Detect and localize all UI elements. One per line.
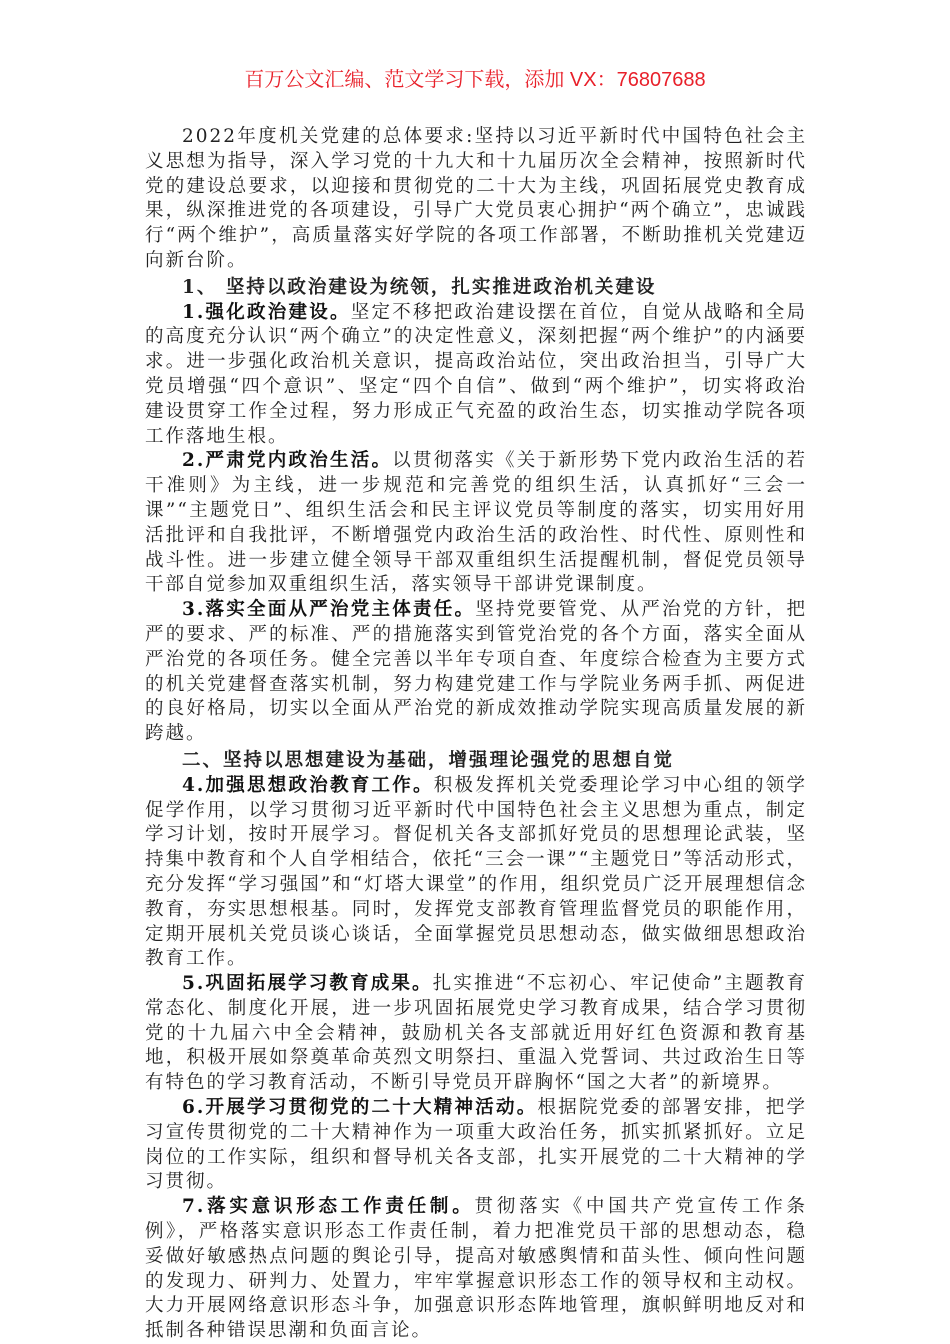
item-text: 以贯彻落实《关于新形势下党内政治生活的若干准则》为主线，进一步规范和完善党的组织生活，认真抓好“三会一课”“主题党日”、组织生活会和民主评议党员等制度的落实，切实用好用活批评和自我批评，不断增强党内政治生活的政治性、时代性、原则性和战斗性。进一步建立健全领导干部双重组织生活提醒机制，督促党员领导干部自觉参加双重组织生活，落实领导干部讲党课制度。 bbox=[145, 450, 807, 596]
item-1 bbox=[145, 301, 807, 450]
item-lead: 7.落实意识形态工作责任制。 bbox=[182, 1196, 475, 1218]
section-heading-2: 二、坚持以思想建设为基础，增强理论强党的思想自觉 bbox=[182, 749, 675, 771]
item-text: 坚定不移把政治建设摆在首位，自觉从战略和全局的高度充分认识“两个确立”的决定性意义，深刻把握“两个维护”的内涵要求。进一步强化政治机关意识，提高政治站位，突出政治担当，引导广大党员增强“四个意识”、坚定“四个自信”、做到“两个维护”，切实将政治建设贯穿工作全过程，努力形成正气充盈的政治生态，切实推动学院各项工作落地生根。 bbox=[145, 301, 807, 447]
item-4 bbox=[145, 774, 807, 972]
item-lead: 5.巩固拓展学习教育成果。 bbox=[182, 973, 433, 995]
item-lead: 2.严肃党内政治生活。 bbox=[182, 450, 393, 472]
item-text: 贯彻落实《中国共产党宣传工作条例》，严格落实意识形态工作责任制，着力把准党员干部的思想动态，稳妥做好敏感热点问题的舆论引导，提高对敏感舆情和苗头性、倾向性问题的发现力、研判力、处置力，牢牢掌握意识形态工作的领导权和主动权。大力开展网络意识形态斗争，加强意识形态阵地管理，旗帜鲜明地反对和抵制各种错误思潮和负面言论。 bbox=[145, 1196, 807, 1342]
intro-paragraph: 2022年度机关党建的总体要求:坚持以习近平新时代中国特色社会主义思想为指导，深入学习党的十九大和十九届历次全会精神，按照新时代党的建设总要求，以迎接和贯彻党的二十大为主线，巩固拓展党史教育成果，纵深推进党的各项建设，引导广大党员衷心拥护“两个确立”，忠诚践行“两个维护”，高质量落实好学院的各项工作部署，不断助推机关党建迈向新台阶。 bbox=[145, 126, 807, 271]
item-lead: 4.加强思想政治教育工作。 bbox=[182, 774, 434, 796]
watermark-banner: 百万公文汇编、范文学习下载，添加 VX：76807688 bbox=[244, 69, 706, 91]
item-6 bbox=[145, 1096, 807, 1195]
item-text: 积极发挥机关党委理论学习中心组的领学促学作用，以学习贯彻习近平新时代中国特色社会主义思想为重点，制定学习计划，按时开展学习。督促机关各支部抓好党员的思想理论武装，坚持集中教育和个人自学相结合，依托“三会一课”“主题党日”等活动形式，充分发挥“学习强国”和“灯塔大课堂”的作用，组织党员广泛开展理想信念教育，夯实思想根基。同时，发挥党支部教育管理监督党员的职能作用，定期开展机关党员谈心谈话，全面掌握党员思想动态，做实做细思想政治教育工作。 bbox=[145, 774, 807, 970]
item-lead: 1.强化政治建设。 bbox=[182, 301, 351, 323]
item-text: 根据院党委的部署安排，把学习宣传贯彻党的二十大精神作为一项重大政治任务，抓实抓紧抓好。立足岗位的工作实际，组织和督导机关各支部，扎实开展党的二十大精神的学习贯彻。 bbox=[145, 1097, 807, 1193]
item-3 bbox=[145, 598, 807, 747]
item-lead: 6.开展学习贯彻党的二十大精神活动。 bbox=[182, 1097, 538, 1119]
document-body bbox=[145, 125, 807, 1344]
section-heading-1: 1、 坚持以政治建设为统领，扎实推进政治机关建设 bbox=[182, 276, 657, 298]
item-text: 扎实推进“不忘初心、牢记使命”主题教育常态化、制度化开展，进一步巩固拓展党史学习教育成果，结合学习贯彻党的十九届六中全会精神，鼓励机关各支部就近用好红色资源和教育基地，积极开展如祭奠革命英烈文明祭扫、重温入党誓词、共过政治生日等有特色的学习教育活动，不断引导党员开辟胸怀“国之大者”的新境界。 bbox=[145, 973, 807, 1094]
item-text: 坚持党要管党、从严治党的方针，把严的要求、严的标准、严的措施落实到管党治党的各个方面，落实全面从严治党的各项任务。健全完善以半年专项自查、年度综合检查为主要方式的机关党建督查落实机制，努力构建党建工作与学院业务两手抓、两促进的良好格局，切实以全面从严治党的新成效推动学院实现高质量发展的新跨越。 bbox=[145, 599, 807, 745]
item-lead: 3.落实全面从严治党主体责任。 bbox=[182, 599, 476, 621]
item-5 bbox=[145, 972, 807, 1096]
item-2 bbox=[145, 449, 807, 598]
item-7 bbox=[145, 1195, 807, 1344]
